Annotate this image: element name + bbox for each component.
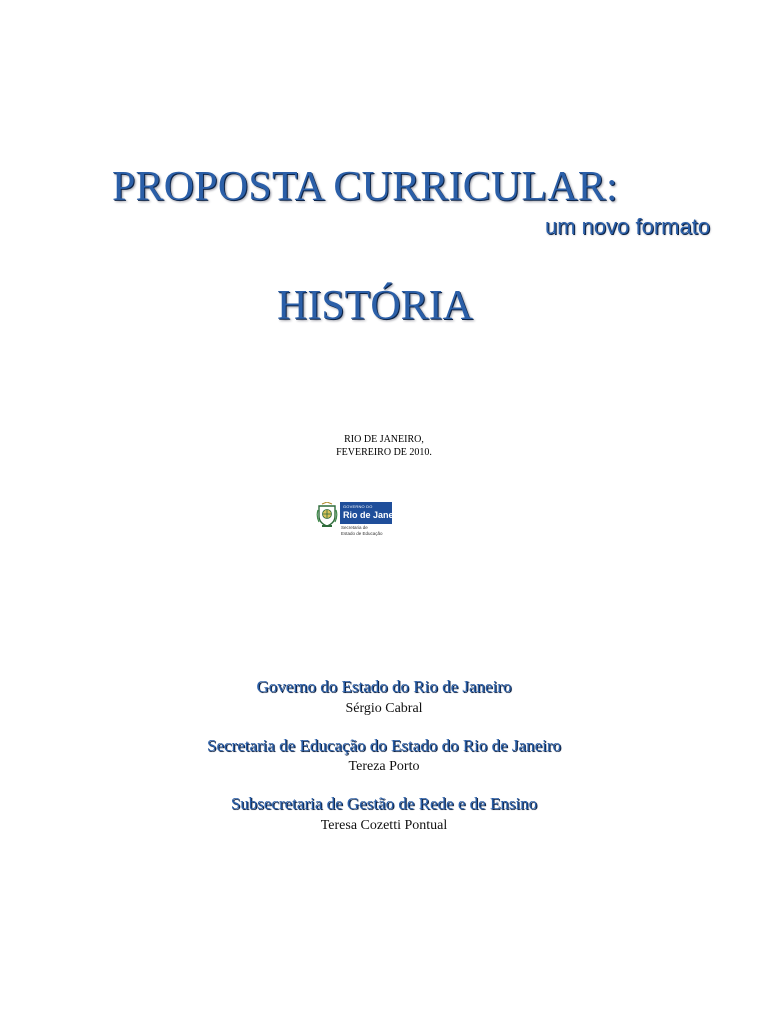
place-text: RIO DE JANEIRO, <box>344 434 424 445</box>
logo-line2: Rio de Janeiro <box>343 510 406 520</box>
government-logo <box>316 500 406 538</box>
credit-org-subsecretaria: Subsecretaria de Gestão de Rede e de Ensino <box>230 794 538 813</box>
logo-line1: GOVERNO DO <box>343 504 373 509</box>
logo-caption <box>341 525 383 536</box>
state-coat-of-arms-icon <box>316 502 338 528</box>
credit-person-governo: Sérgio Cabral <box>345 701 423 716</box>
logo-caption-line2: Estado de Educação <box>341 530 383 536</box>
date-text: FEVEREIRO DE 2010. <box>336 447 432 458</box>
subject-title: HISTÓRIA <box>277 283 473 329</box>
document-subtitle: um novo formato <box>545 214 711 239</box>
logo-caption-line1: Secretaria de <box>341 525 368 530</box>
credit-org-governo: Governo do Estado do Rio de Janeiro <box>256 677 512 696</box>
logo-band <box>340 502 406 524</box>
credit-person-secretaria: Tereza Porto <box>348 759 420 774</box>
credit-person-subsecretaria: Teresa Cozetti Pontual <box>320 818 448 833</box>
document-title: PROPOSTA CURRICULAR: <box>112 164 618 210</box>
place-date-block <box>0 433 768 459</box>
credit-org-secretaria: Secretaria de Educação do Estado do Rio de Janeiro <box>206 736 562 755</box>
